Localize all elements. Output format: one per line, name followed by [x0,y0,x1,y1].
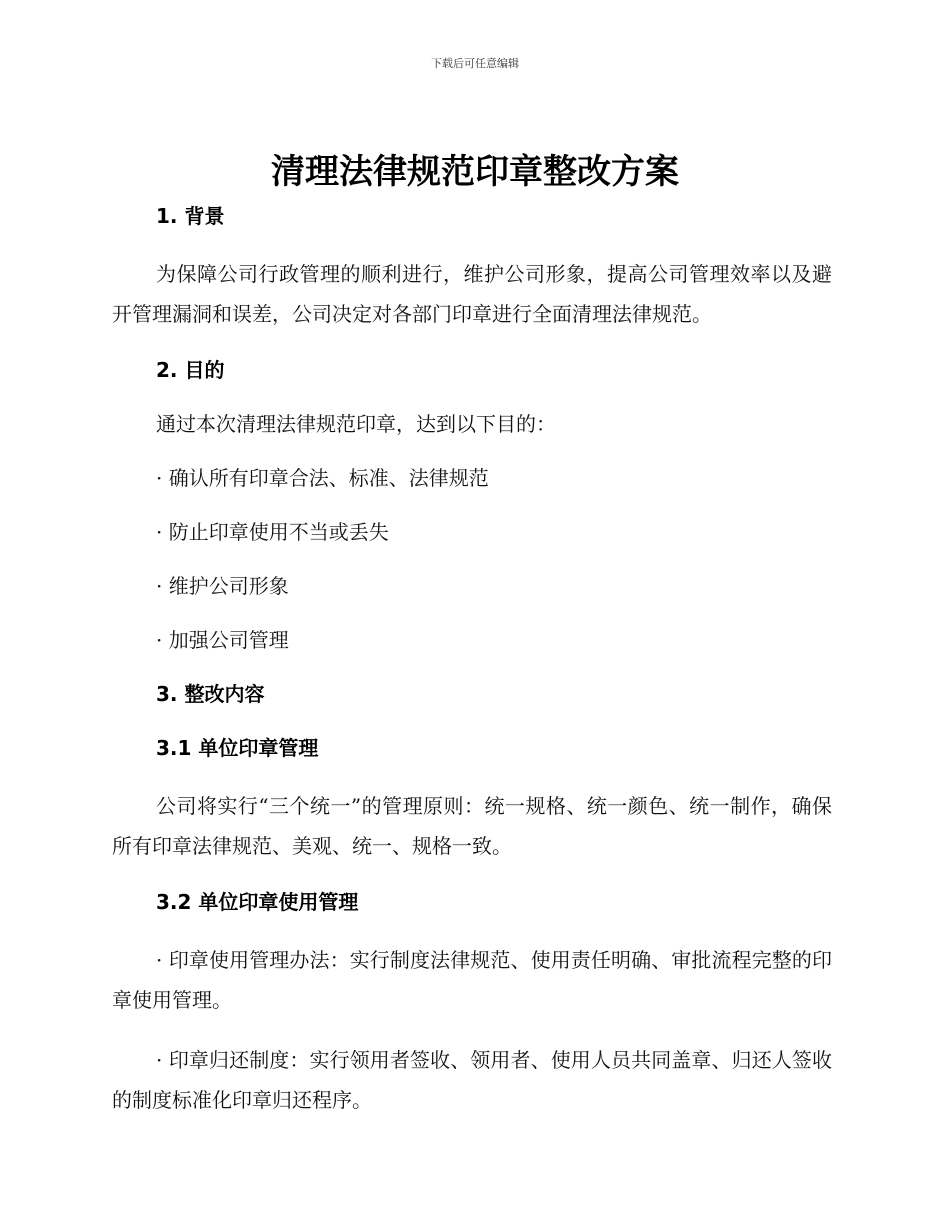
purpose-item: · 防止印章使用不当或丢失 [156,520,389,544]
seal-management-paragraph: 公司将实行“三个统一”的管理原则：统一规格、统一颜色、统一制作，确保所有印章法律规范、美观、统一、规格一致。 [112,794,832,858]
section-heading-seal-management: 3.1 单位印章管理 [156,736,319,760]
purpose-item: · 确认所有印章合法、标准、法律规范 [156,466,489,490]
document-title: 清理法律规范印章整改方案 [271,152,679,192]
section-heading-rectification: 3. 整改内容 [156,682,265,706]
purpose-item: · 维护公司形象 [156,574,289,598]
section-heading-purpose: 2. 目的 [156,358,225,382]
background-paragraph: 为保障公司行政管理的顺利进行，维护公司形象，提高公司管理效率以及避开管理漏洞和误差，公司决定对各部门印章进行全面清理法律规范。 [112,262,832,326]
document-body [112,200,832,1120]
purpose-intro: 通过本次清理法律规范印章，达到以下目的： [156,412,556,436]
header-note: 下载后可任意编辑 [431,57,519,70]
purpose-item: · 加强公司管理 [156,628,289,652]
section-heading-background: 1. 背景 [156,204,225,228]
section-heading-seal-usage: 3.2 单位印章使用管理 [156,890,359,914]
seal-usage-paragraph: · 印章使用管理办法：实行制度法律规范、使用责任明确、审批流程完整的印章使用管理。 [112,948,832,1012]
seal-return-paragraph: · 印章归还制度：实行领用者签收、领用者、使用人员共同盖章、归还人签收的制度标准化印章归还程序。 [112,1048,832,1112]
